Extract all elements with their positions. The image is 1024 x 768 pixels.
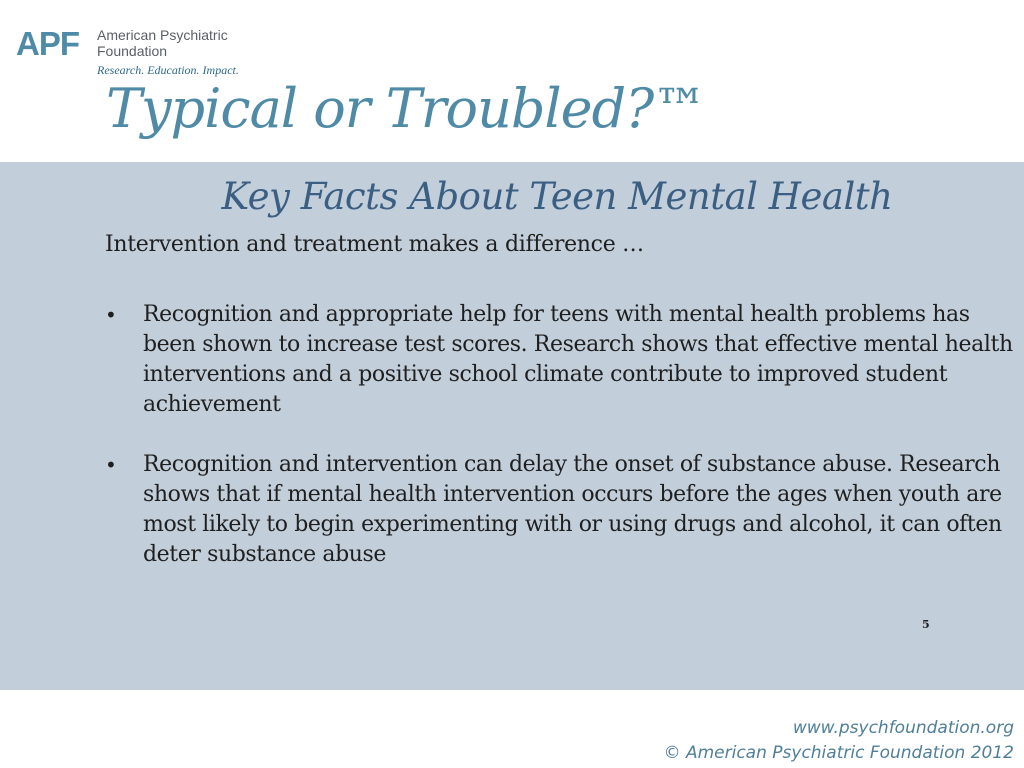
logo-mark: APF xyxy=(16,25,79,62)
bullet-item-substance-abuse xyxy=(105,450,1017,570)
bullet-item-test-scores xyxy=(105,300,1017,420)
footer-url: www.psychfoundation.org xyxy=(792,718,1014,738)
logo-tagline: Research. Education. Impact. xyxy=(97,63,239,77)
bullet-icon: • xyxy=(105,303,117,327)
bullet-text: Recognition and appropriate help for teens with mental health problems has been shown to increase test scores. Research shows that effective mental health interventions and a positive school climate contribute to improved student achievement xyxy=(143,302,1013,417)
slide-subtitle: Key Facts About Teen Mental Health xyxy=(221,175,893,218)
slide-number: 5 xyxy=(922,618,930,631)
footer-copyright: © American Psychiatric Foundation 2012 xyxy=(663,743,1014,763)
slide-title: Typical or Troubled?™ xyxy=(106,77,707,140)
bullet-icon: • xyxy=(105,453,117,477)
bullet-list xyxy=(105,300,1017,600)
bullet-text: Recognition and intervention can delay the onset of substance abuse. Research shows that if mental health intervention occurs before the ages when youth are most likely to begin experimenting with or using drugs and alcohol, it can often deter substance abuse xyxy=(143,452,1002,567)
apf-logo xyxy=(16,26,256,80)
content-panel xyxy=(0,162,1024,690)
footer xyxy=(664,716,1014,766)
intro-text: Intervention and treatment makes a difference … xyxy=(105,232,644,257)
logo-org-name: American Psychiatric Foundation xyxy=(97,27,228,59)
